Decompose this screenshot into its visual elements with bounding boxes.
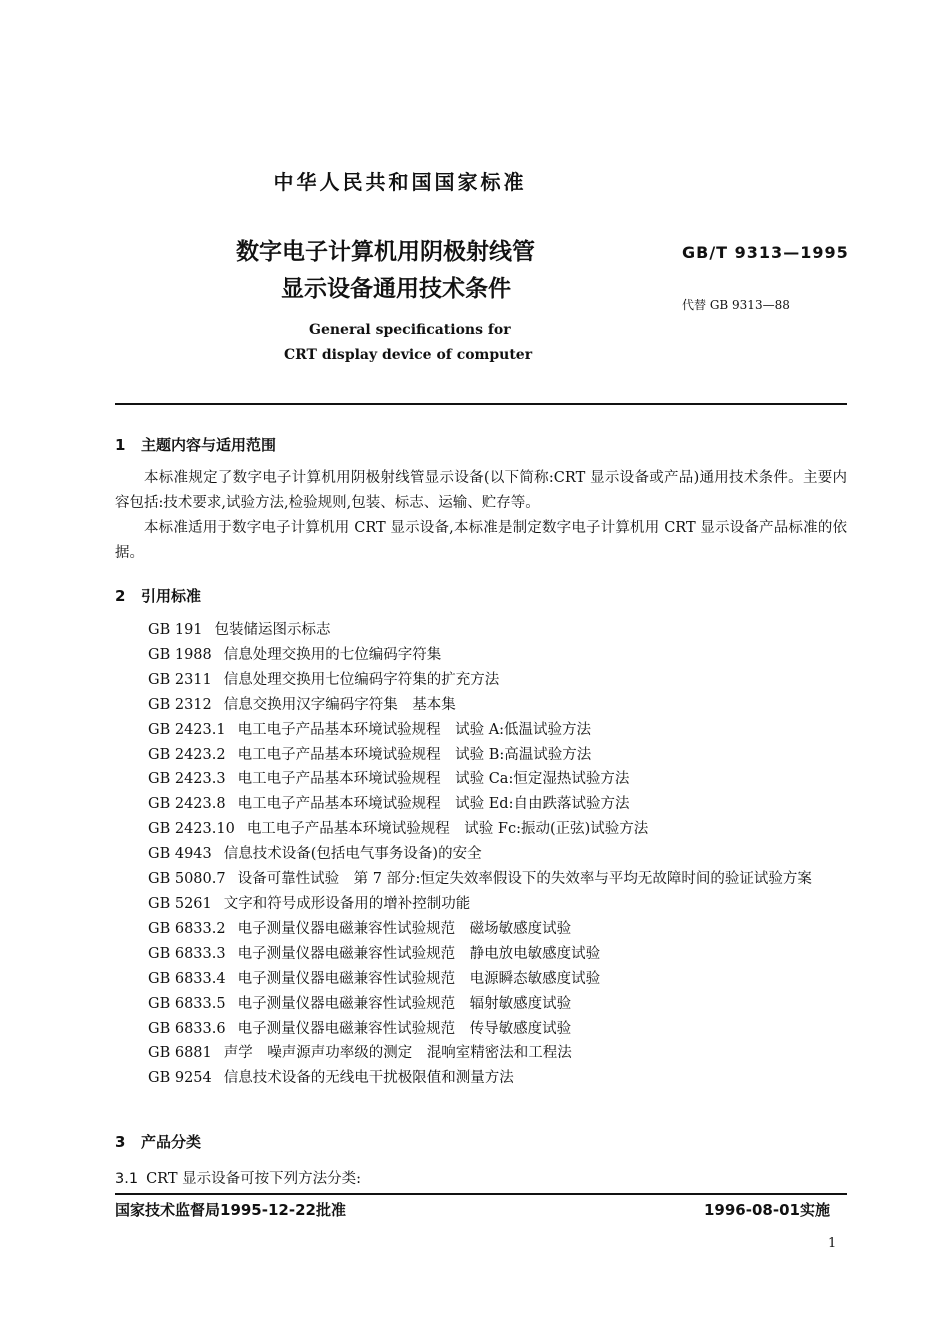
reference-title: 电工电子产品基本环境试验规程 试验 Fc:振动(正弦)试验方法 bbox=[246, 821, 649, 838]
reference-code: GB 6833.3 bbox=[148, 945, 226, 962]
approval-note: 国家技术监督局1995-12-22批准 bbox=[115, 1201, 346, 1219]
reference-title: 电子测量仪器电磁兼容性试验规范 电源瞬态敏感度试验 bbox=[237, 970, 601, 987]
section-number: 1 bbox=[115, 436, 126, 454]
reference-item bbox=[148, 1017, 848, 1042]
english-title-line1: General specifications for bbox=[309, 322, 511, 338]
reference-title: 信息技术设备(包括电气事务设备)的安全 bbox=[223, 846, 482, 863]
reference-item bbox=[148, 817, 848, 842]
reference-item bbox=[148, 992, 848, 1017]
section-number: 2 bbox=[115, 587, 126, 605]
footer-divider bbox=[115, 1193, 847, 1195]
reference-item bbox=[148, 967, 848, 992]
reference-code: GB 6833.4 bbox=[148, 970, 226, 987]
reference-title: 电子测量仪器电磁兼容性试验规范 磁场敏感度试验 bbox=[237, 920, 572, 937]
section-number: 3 bbox=[115, 1133, 126, 1151]
reference-code: GB 2423.3 bbox=[148, 771, 226, 788]
reference-code: GB 2312 bbox=[148, 696, 212, 713]
reference-code: GB 5261 bbox=[148, 895, 212, 912]
reference-code: GB 4943 bbox=[148, 846, 212, 863]
reference-code: GB 2423.8 bbox=[148, 796, 226, 813]
reference-item bbox=[148, 792, 848, 817]
reference-code: GB 6881 bbox=[148, 1045, 212, 1062]
clause-3-1 bbox=[115, 1167, 361, 1188]
reference-title: 电工电子产品基本环境试验规程 试验 Ca:恒定湿热试验方法 bbox=[237, 771, 630, 788]
reference-title: 电子测量仪器电磁兼容性试验规范 辐射敏感度试验 bbox=[237, 995, 572, 1012]
reference-code: GB 191 bbox=[148, 622, 203, 638]
document-title-line1: 数字电子计算机用阴极射线管 bbox=[236, 239, 535, 265]
reference-list bbox=[148, 618, 848, 1091]
reference-item bbox=[148, 767, 848, 792]
reference-item bbox=[148, 1041, 848, 1066]
reference-item bbox=[148, 618, 848, 643]
document-title-line2: 显示设备通用技术条件 bbox=[281, 276, 511, 302]
reference-code: GB 6833.6 bbox=[148, 1020, 226, 1037]
reference-code: GB 2423.10 bbox=[148, 821, 235, 838]
page-number: 1 bbox=[828, 1236, 837, 1251]
reference-title: 电子测量仪器电磁兼容性试验规范 传导敏感度试验 bbox=[237, 1020, 572, 1037]
reference-title: 信息处理交换用七位编码字符集的扩充方法 bbox=[223, 671, 500, 688]
reference-code: GB 2423.1 bbox=[148, 721, 226, 738]
reference-item bbox=[148, 842, 848, 867]
reference-title: 信息处理交换用的七位编码字符集 bbox=[223, 646, 442, 663]
reference-item bbox=[148, 892, 848, 917]
section-title: 引用标准 bbox=[141, 587, 202, 605]
paragraph: 本标准规定了数字电子计算机用阴极射线管显示设备(以下简称:CRT 显示设备或产品)通用技术条件。主要内容包括:技术要求,试验方法,检验规则,包装、标志、运输、贮存等。 bbox=[115, 470, 847, 511]
reference-item bbox=[148, 743, 848, 768]
reference-item bbox=[148, 693, 848, 718]
reference-title: 信息技术设备的无线电干扰极限值和测量方法 bbox=[223, 1070, 514, 1087]
reference-title: 文字和符号成形设备用的增补控制功能 bbox=[223, 895, 471, 912]
reference-code: GB 1988 bbox=[148, 646, 212, 663]
reference-code: GB 9254 bbox=[148, 1070, 212, 1087]
reference-title: 电子测量仪器电磁兼容性试验规范 静电放电敏感度试验 bbox=[237, 945, 601, 962]
reference-code: GB 2311 bbox=[148, 671, 212, 688]
section3-heading bbox=[115, 1131, 201, 1152]
reference-title: 电工电子产品基本环境试验规程 试验 Ed:自由跌落试验方法 bbox=[237, 796, 630, 813]
clause-number: 3.1 bbox=[115, 1171, 139, 1187]
standard-code: GB/T 9313—1995 bbox=[682, 243, 849, 262]
reference-code: GB 5080.7 bbox=[148, 871, 226, 888]
reference-title: 包装储运图示标志 bbox=[214, 622, 331, 638]
english-title-line2: CRT display device of computer bbox=[284, 347, 533, 363]
replaces-note: 代替 GB 9313—88 bbox=[682, 298, 790, 312]
reference-title: 电工电子产品基本环境试验规程 试验 B:高温试验方法 bbox=[237, 746, 592, 763]
reference-item bbox=[148, 668, 848, 693]
reference-title: 电工电子产品基本环境试验规程 试验 A:低温试验方法 bbox=[237, 721, 592, 738]
section1-heading bbox=[115, 434, 276, 455]
reference-title: 声学 噪声源声功率级的测定 混响室精密法和工程法 bbox=[223, 1045, 572, 1062]
national-standard-heading: 中华人民共和国国家标准 bbox=[273, 170, 527, 194]
reference-code: GB 2423.2 bbox=[148, 746, 226, 763]
reference-code: GB 6833.2 bbox=[148, 920, 226, 937]
reference-item bbox=[148, 1066, 848, 1091]
reference-item bbox=[148, 718, 848, 743]
reference-item bbox=[148, 867, 848, 892]
reference-item bbox=[148, 942, 848, 967]
reference-code: GB 6833.5 bbox=[148, 995, 226, 1012]
implementation-date: 1996-08-01实施 bbox=[704, 1201, 830, 1219]
reference-title: 信息交换用汉字编码字符集 基本集 bbox=[223, 696, 456, 713]
reference-item bbox=[148, 917, 848, 942]
reference-title: 设备可靠性试验 第 7 部分:恒定失效率假设下的失效率与平均无故障时间的验证试验方案 bbox=[237, 871, 812, 888]
section-title: 主题内容与适用范围 bbox=[141, 436, 277, 454]
paragraph: 本标准适用于数字电子计算机用 CRT 显示设备,本标准是制定数字电子计算机用 CRT 显示设备产品标准的依据。 bbox=[115, 520, 847, 561]
clause-text: CRT 显示设备可按下列方法分类: bbox=[146, 1171, 361, 1187]
header-divider bbox=[115, 403, 847, 405]
section-title: 产品分类 bbox=[141, 1133, 202, 1151]
section2-heading bbox=[115, 585, 201, 606]
section1-body bbox=[115, 466, 847, 566]
reference-item bbox=[148, 643, 848, 668]
